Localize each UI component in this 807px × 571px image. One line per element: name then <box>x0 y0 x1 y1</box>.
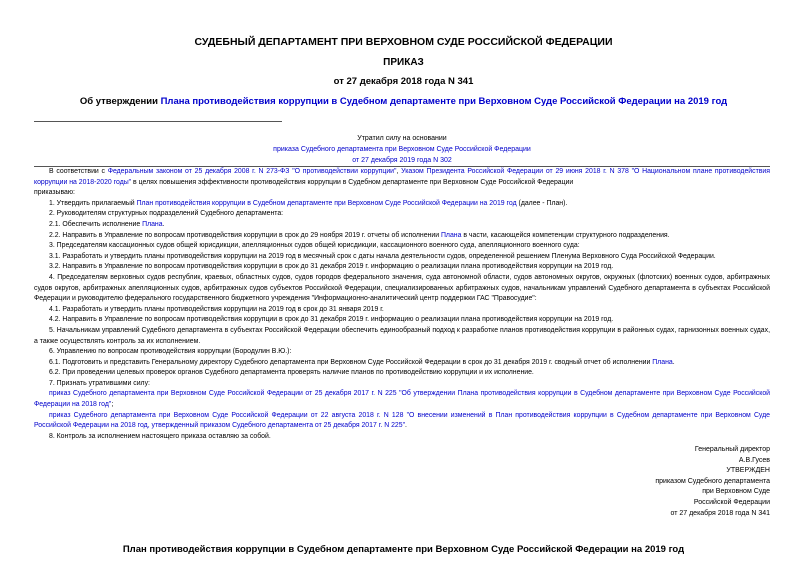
item-3-1: 3.1. Разработать и утвердить планы противодействия коррупции на 2019 год в месячный срок с даты начала деятельности судов, определенной решением Пленума Верховного Суда Российской Федерации. <box>49 252 716 260</box>
plan-link-item-6-1[interactable]: Плана <box>652 358 673 366</box>
revoking-order-link[interactable] <box>232 144 572 166</box>
item-4: 4. Председателям верховных судов республик, краевых, областных судов, судов городов федерального значения, суда автономной области, судов автономных округов, окружных (флотских) военных судов, арбитражных судов округов, арбитражных апелляционных судов, арбитражных судов субъектов Российской Федерации, специализированных арбитражных судов, начальникам управлений Судебного департамента в субъектах Российской Федерации и руководителю федерального государственного бюджетного учреждения "Информационно-аналитический центр поддержки ГАС "Правосудие": <box>34 273 770 303</box>
order-date-number: от 27 декабря 2018 года N 341 <box>333 76 474 87</box>
item-7-order-1-end: ; <box>111 401 114 409</box>
revoked-line2: приказа Судебного департамента при Верховном Суде Российской Федерации <box>273 146 531 153</box>
item-7: 7. Признать утратившими силу: <box>49 379 150 387</box>
plan-title: План противодействия коррупции в Судебном департаменте при Верховном Суде Российской Федерации на 2019 год <box>122 544 685 555</box>
item-6-2: 6.2. При проведении целевых проверок органов Судебного департамента проверять наличие планов по противодействию коррупции и их исполнение. <box>49 369 534 377</box>
prikazyvayu: приказываю: <box>34 189 75 197</box>
plan-link-item-2-2[interactable]: Плана <box>440 231 462 239</box>
item-7-order-1 <box>34 389 770 410</box>
item-2-1 <box>34 220 770 231</box>
item-6: 6. Управлению по вопросам противодействия коррупции (Бородулин В.Ю.): <box>49 348 292 356</box>
president-decree-link[interactable]: Указом Президента Российской Федерации от 29 июня 2018 г. N 378 "О Национальном плане противодействия коррупции на 2018-2020 годы" <box>34 168 770 186</box>
order-128-link[interactable]: приказ Судебного департамента при Верховном Суде Российской Федерации от 22 августа 2018 г. N 128 "О внесении изменений в План противодействия коррупции в Судебном департаменте при Верховном Суде Российской Федерации на 2018 год, утвержденный приказом Судебного департамента от 25 декабря 2017 г. N 225" <box>34 411 770 430</box>
item-6-1-text-a: 6.1. Подготовить и представить Генеральному директору Судебного департамента при Верховном Суде Российской Федерации в срок до 31 декабря 2019 г. сводный отчет об исполнении <box>49 358 653 366</box>
item-4-2: 4.2. Направить в Управление по вопросам противодействия коррупции в срок до 31 декабря 2019 г. информацию о реализации плана противодействия коррупции на 2019 год. <box>49 316 614 324</box>
order-body <box>34 167 770 442</box>
item-7-order-2 <box>34 411 770 432</box>
revoked-note <box>232 133 572 166</box>
approved-label: УТВЕРЖДЕН <box>726 467 770 475</box>
intro-paragraph <box>34 167 770 188</box>
item-3-2: 3.2. Направить в Управление по вопросам противодействия коррупции в срок до 31 декабря 2019 г. информацию о реализации плана противодействия коррупции на 2019 год. <box>49 263 614 271</box>
federal-law-link[interactable]: Федеральным законом от 25 декабря 2008 г. N 273-ФЗ "О противодействии коррупции" <box>107 168 397 175</box>
item-6-1-text-b: . <box>672 358 675 366</box>
signature-block <box>510 445 770 519</box>
order-title <box>0 96 807 107</box>
intro-text-a: В соответствии с <box>49 168 108 175</box>
item-2-1-text-a: 2.1. Обеспечить исполнение <box>49 220 143 228</box>
intro-text-c: в целях повышения эффективности противодействия коррупции в Судебном департаменте при Верховном Суде Российской Федерации <box>131 178 574 186</box>
plan-link-title[interactable]: Плана противодействия коррупции в Судебном департаменте при Верховном Суде Российской Федерации на 2019 год <box>160 96 728 107</box>
item-7-order-2-end: . <box>405 422 407 430</box>
department-heading: СУДЕБНЫЙ ДЕПАРТАМЕНТ ПРИ ВЕРХОВНОМ СУДЕ РОССИЙСКОЙ ФЕДЕРАЦИИ <box>194 36 613 48</box>
item-2-1-text-b: . <box>162 220 165 228</box>
signature-position: Генеральный директор <box>694 446 770 453</box>
item-2: 2. Руководителям структурных подразделений Судебного департамента: <box>49 210 284 218</box>
item-2-2-text-a: 2.2. Направить в Управление по вопросам противодействия коррупции в срок до 29 ноября 2019 г. отчеты об исполнении <box>49 231 441 239</box>
item-6-1 <box>34 358 770 369</box>
order-title-prefix: Об утверждении <box>79 96 161 107</box>
item-1-text-a: 1. Утвердить прилагаемый <box>49 199 137 207</box>
order-225-link[interactable]: приказ Судебного департамента при Верховном Суде Российской Федерации от 25 декабря 2017 г. N 225 "Об утверждении Плана противодействия коррупции в Судебном департаменте при Верховном Суде Российской Федерации на 2018 год" <box>34 390 770 409</box>
order-label: ПРИКАЗ <box>383 57 424 68</box>
item-4-1: 4.1. Разработать и утвердить планы противодействия коррупции на 2019 год в срок до 31 января 2019 г. <box>49 305 384 313</box>
plan-link-item-2-1[interactable]: Плана <box>142 220 163 228</box>
approved-line4: от 27 декабря 2018 года N 341 <box>670 509 770 517</box>
plan-link-item-1[interactable]: План противодействия коррупции в Судебном департаменте при Верховном Суде Российской Федерации на 2019 год <box>136 199 517 207</box>
revoked-line3: от 27 декабря 2019 года N 302 <box>352 157 452 164</box>
item-3: 3. Председателям кассационных судов общей юрисдикции, апелляционных судов общей юрисдикции, кассационного военного суда, апелляционного военного суда: <box>49 242 580 250</box>
item-2-2 <box>34 231 770 242</box>
item-2-2-text-b: в части, касающейся компетенции структурного подразделения. <box>461 231 670 239</box>
signature-name: А.В.Гусев <box>738 456 770 464</box>
item-5: 5. Начальникам управлений Судебного департамента в субъектах Российской Федерации обеспечить единообразный подход к разработке планов противодействия коррупции в районных судах, гарнизонных военных судах, а также осуществлять контроль за их исполнением. <box>34 326 770 345</box>
approved-line2: при Верховном Суде <box>702 488 770 496</box>
approved-line1: приказом Судебного департамента <box>655 477 770 485</box>
item-1 <box>34 199 770 210</box>
item-1-text-b: (далее - План). <box>516 199 568 207</box>
intro-text-b: , <box>396 168 402 175</box>
revoked-line1: Утратил силу на основании <box>357 135 447 142</box>
approved-line3: Российской Федерации <box>693 498 770 506</box>
divider-short <box>34 121 282 122</box>
item-8: 8. Контроль за исполнением настоящего приказа оставляю за собой. <box>49 432 271 440</box>
